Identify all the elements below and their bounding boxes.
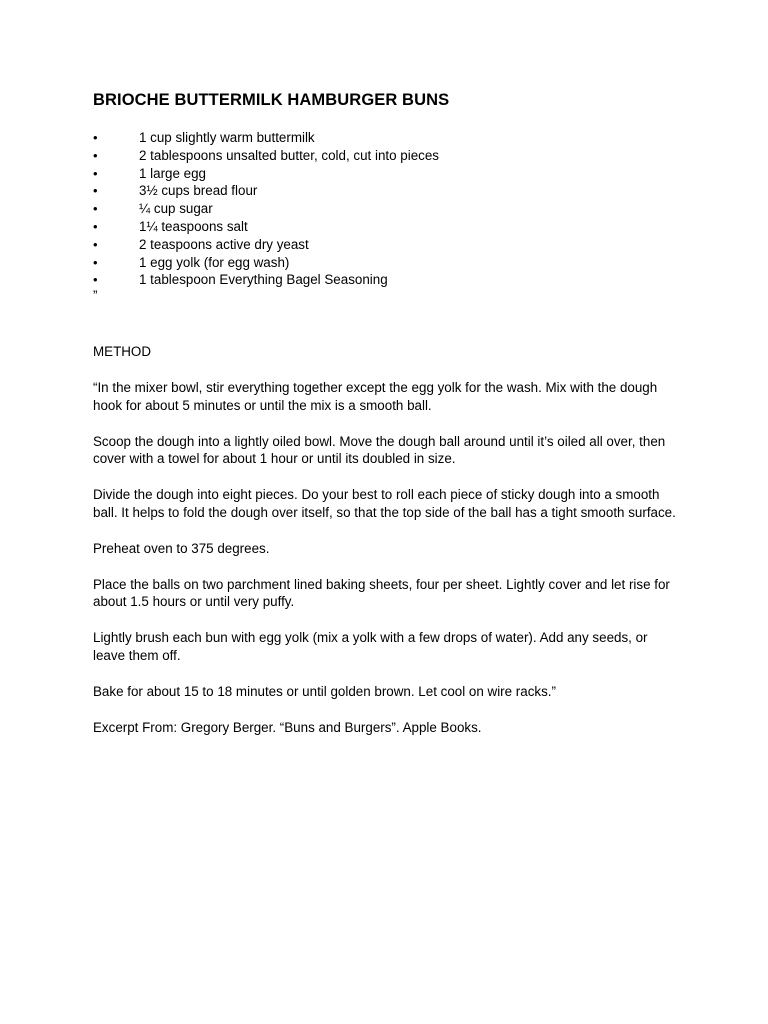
bullet-icon: • <box>93 236 98 252</box>
bullet-icon: • <box>93 147 98 163</box>
excerpt-citation: Excerpt From: Gregory Berger. “Buns and Burgers”. Apple Books. <box>93 719 482 735</box>
method-step: Bake for about 15 to 18 minutes or until golden brown. Let cool on wire racks.” <box>93 683 556 699</box>
ingredient-text: 1 large egg <box>139 165 207 181</box>
ingredient-item <box>93 271 683 289</box>
method-step: Preheat oven to 375 degrees. <box>93 540 270 556</box>
method-step: “In the mixer bowl, stir everything together except the egg yolk for the wash. Mix with the dough hook for about 5 minutes or until the mix is a smooth ball. <box>93 379 658 413</box>
ingredient-text: 3½ cups bread flour <box>139 183 258 199</box>
ingredient-text: 1 egg yolk (for egg wash) <box>139 254 290 270</box>
method-step: Place the balls on two parchment lined baking sheets, four per sheet. Lightly cover and let rise for about 1.5 hours or until very puffy. <box>93 576 670 610</box>
ingredient-list <box>93 129 683 289</box>
stray-quote-mark: ” <box>93 288 98 304</box>
recipe-title: BRIOCHE BUTTERMILK HAMBURGER BUNS <box>93 91 450 109</box>
ingredient-text: 1¼ teaspoons salt <box>139 218 248 234</box>
bullet-icon: • <box>93 165 98 181</box>
method-step: Lightly brush each bun with egg yolk (mix a yolk with a few drops of water). Add any seeds, or leave them off. <box>93 630 648 663</box>
method-step: Divide the dough into eight pieces. Do your best to roll each piece of sticky dough into a smooth ball. It helps to fold the dough over itself, so that the top side of the ball has a tight smooth surface. <box>93 487 676 520</box>
ingredient-item <box>93 165 683 183</box>
ingredient-item <box>93 236 683 254</box>
ingredient-item <box>93 218 683 236</box>
ingredient-text: 2 teaspoons active dry yeast <box>139 236 309 252</box>
ingredient-text: 1 cup slightly warm buttermilk <box>139 130 315 145</box>
method-heading: METHOD <box>93 344 152 360</box>
bullet-icon: • <box>93 201 98 217</box>
bullet-icon: • <box>93 218 98 234</box>
ingredient-item <box>93 182 683 200</box>
bullet-icon: • <box>93 272 98 288</box>
method-step: Scoop the dough into a lightly oiled bowl. Move the dough ball around until it’s oiled all over, then cover with a towel for about 1 hour or until its doubled in size. <box>93 433 666 467</box>
ingredient-item <box>93 254 683 272</box>
ingredient-item <box>93 200 683 218</box>
ingredient-text: ¼ cup sugar <box>139 201 213 217</box>
ingredient-item <box>93 147 683 165</box>
document-content <box>93 90 683 736</box>
ingredient-item <box>93 129 683 147</box>
ingredient-text: 1 tablespoon Everything Bagel Seasoning <box>139 272 388 288</box>
ingredient-text: 2 tablespoons unsalted butter, cold, cut into pieces <box>139 147 440 163</box>
bullet-icon: • <box>93 183 98 199</box>
bullet-icon: • <box>93 130 98 145</box>
bullet-icon: • <box>93 254 98 270</box>
